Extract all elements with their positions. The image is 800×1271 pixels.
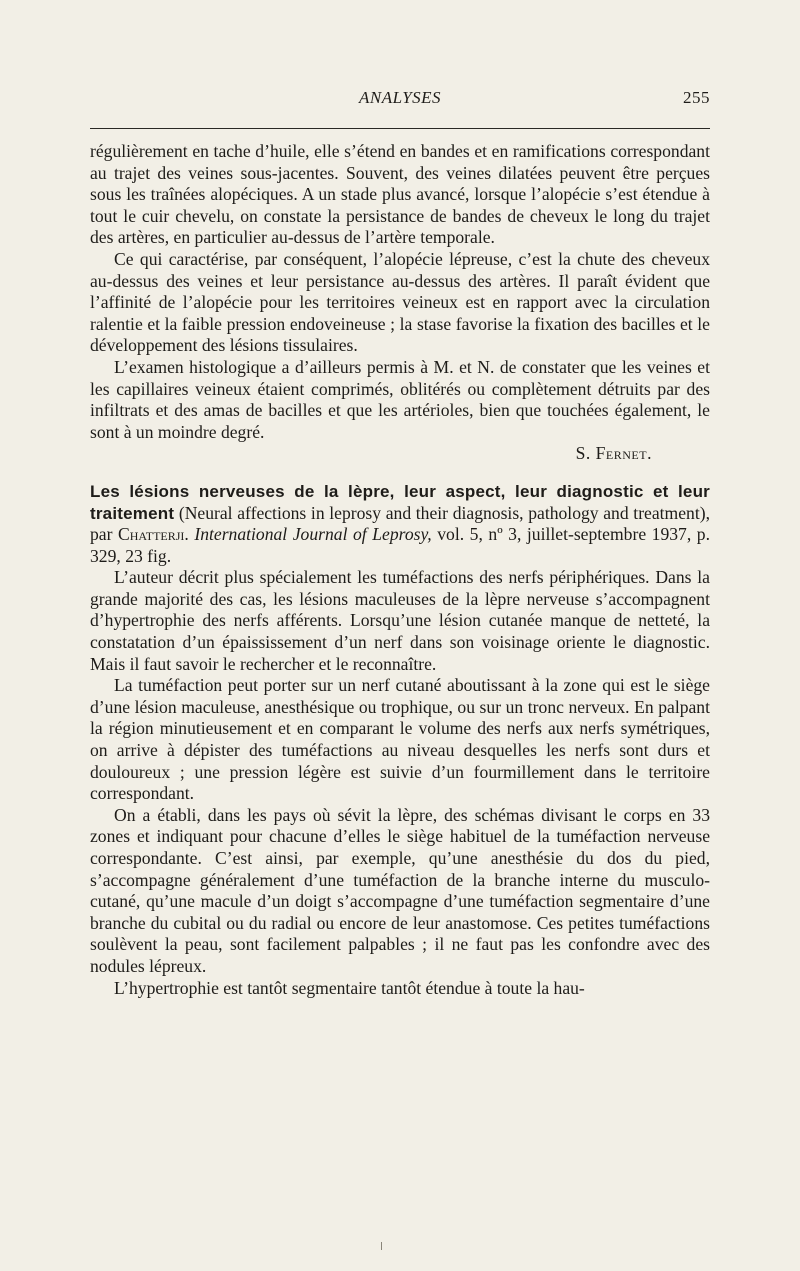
article2-heading-block	[90, 481, 710, 567]
article2-journal: International Journal of Leprosy,	[188, 524, 432, 545]
header-rule	[90, 128, 710, 129]
binding-mark	[381, 1242, 382, 1250]
page	[90, 88, 710, 999]
article1-paragraph-3: L’examen histologique a d’ailleurs permis à M. et N. de constater que les veines et les capillaires veineux étaient comprimés, oblitérés ou complètement détruits par des infiltrats et des amas de bacilles et que les artérioles, bien que touchées également, le sont à un moindre degré.	[90, 356, 710, 442]
article2-subtitle: (Neural affections in leprosy and their diagnosis, pathology and treatment), par	[90, 502, 710, 545]
article2-paragraph-2: La tuméfaction peut porter sur un nerf cutané aboutissant à la zone qui est le siège d’une lésion maculeuse, anesthésique ou trophique, ou sur un tronc nerveux. En palpant la région minutieusement et en comparant le volume des nerfs aux nerfs symétriques, on arrive à dépister des tuméfactions au niveau desquelles les nerfs sont durs et douloureux ; une pression légère est suivie d’un fourmillement dans le territoire correspondant.	[90, 675, 710, 804]
article1-paragraph-2: Ce qui caractérise, par conséquent, l’alopécie lépreuse, c’est la chute des cheveux au-dessus des veines et leur persistance au-dessus des artères. Il paraît évident que l’affinité de l’alopécie pour les territoires veineux est en rapport avec la circulation ralentie et la faible pression endoveineuse ; la stase favorise la fixation des bacilles et le développement des lésions tissulaires.	[90, 248, 710, 356]
running-head	[90, 88, 710, 110]
article2-author: Chatterji.	[118, 524, 189, 545]
article2-paragraph-1: L’auteur décrit plus spécialement les tuméfactions des nerfs périphériques. Dans la grande majorité des cas, les lésions maculeuses de la lèpre nerveuse s’accompagnent d’hypertrophie des nerfs afférents. Lorsqu’une lésion cutanée manque de netteté, la constatation d’un épaississement d’un nerf dans son voisinage oriente le diagnostic. Mais il faut savoir le rechercher et le reconnaître.	[90, 567, 710, 674]
page-number: 255	[683, 88, 710, 107]
running-title: ANALYSES	[358, 88, 442, 107]
article2-paragraph-3: On a établi, dans les pays où sévit la lèpre, des schémas divisant le corps en 33 zones et indiquant pour chacune d’elles le siège habituel de la tuméfaction nerveuse correspondante. C’est ainsi, par exemple, qu’une anesthésie du dos du pied, s’accompagne généralement d’une tuméfaction de la branche interne du musculo-cutané, qu’une macule d’un doigt s’accompagne d’une tuméfaction segmentaire d’une branche du cubital ou du radial ou encore de leur anastomose. Ces petites tuméfactions soulèvent la peau, sont facilement palpables ; il ne faut pas les confondre avec des nodules lépreux.	[90, 804, 710, 976]
article-body	[90, 141, 710, 999]
article1-paragraph-1: régulièrement en tache d’huile, elle s’étend en bandes et en ramifications correspondant au trajet des veines sous-jacentes. Souvent, des veines dilatées peuvent être perçues sous les traînées alopéciques. A un stade plus avancé, lorsque l’alopécie s’est étendue à tout le cuir chevelu, on constate la persistance de bandes de cheveux le long du trajet des artères, en particulier au-dessus de l’artère temporale.	[90, 141, 710, 248]
article2-citation: vol. 5, nº 3, juillet-septembre 1937, p. 329, 23 fig.	[90, 524, 710, 566]
article2-paragraph-4: L’hypertrophie est tantôt segmentaire tantôt étendue à toute la hau-	[114, 977, 585, 998]
article2-heading: Les lésions nerveuses de la lèpre, leur aspect, leur diagnostic et leur traitement	[90, 481, 710, 523]
article1-signature: S. Fernet.	[575, 443, 652, 464]
